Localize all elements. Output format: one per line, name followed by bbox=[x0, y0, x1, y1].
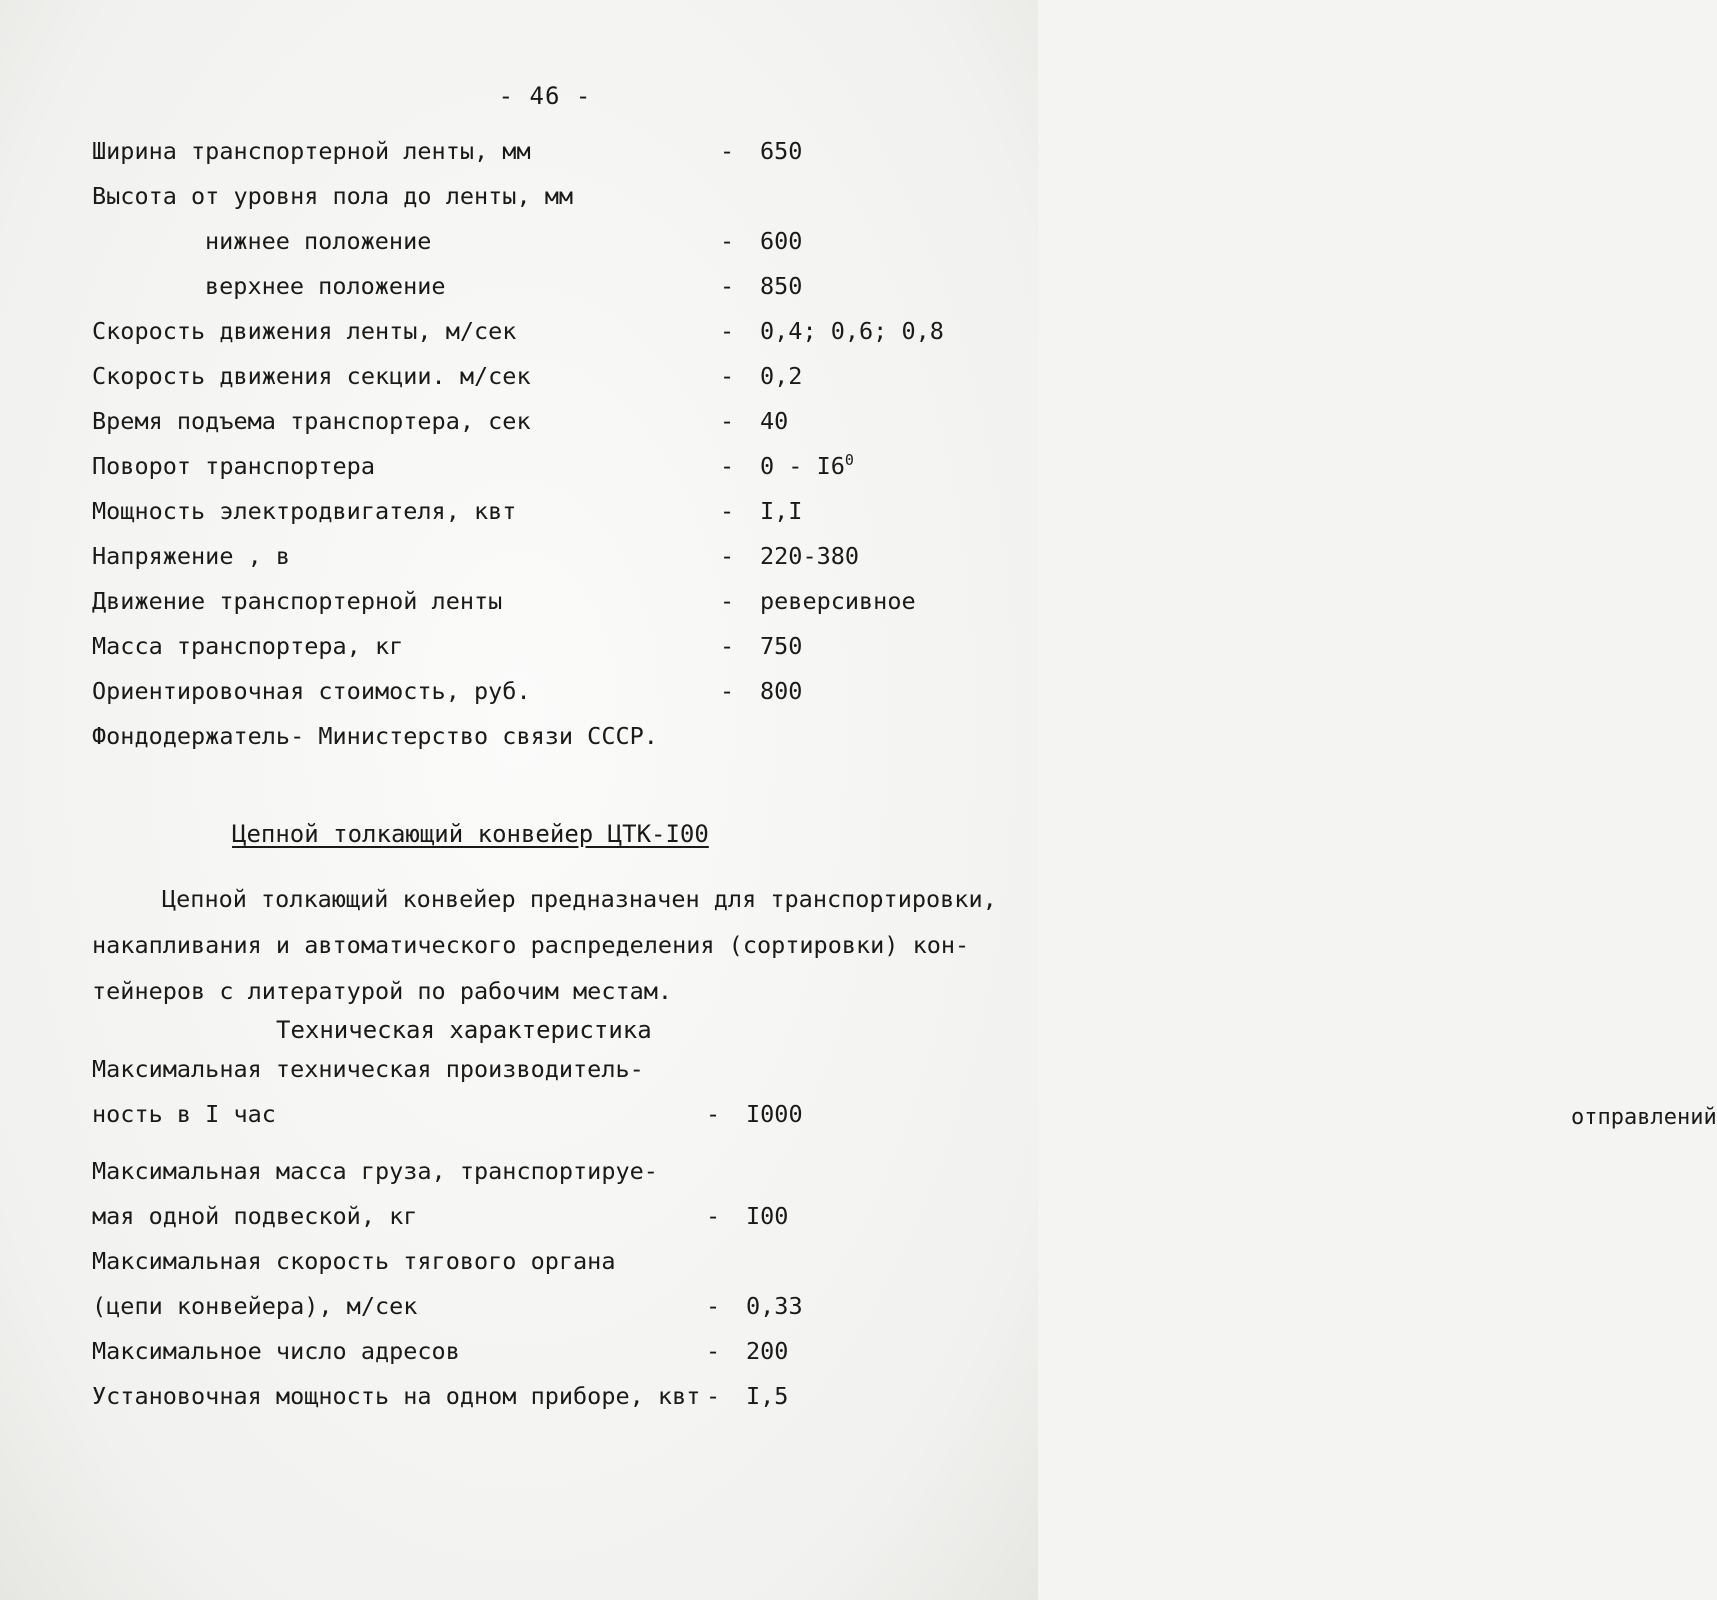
spec-dash: - bbox=[720, 542, 735, 570]
spec-dash: - bbox=[706, 1382, 721, 1410]
spec-label: Максимальная техническая производитель- bbox=[92, 1055, 644, 1083]
spec-dash: - bbox=[720, 632, 735, 660]
spec-dash: - bbox=[720, 452, 735, 480]
spec-dash: - bbox=[720, 137, 735, 165]
spec-dash: - bbox=[720, 407, 735, 435]
description-paragraph bbox=[92, 876, 1002, 1014]
spec-value: 600 bbox=[760, 227, 803, 255]
paragraph-line: тейнеров с литературой по рабочим местам. bbox=[92, 977, 673, 1005]
spec-label: Движение транспортерной ленты bbox=[92, 587, 503, 615]
spec-value: реверсивное bbox=[760, 587, 916, 615]
spec-label: нижнее положение bbox=[205, 227, 432, 255]
spec-value: I,I bbox=[760, 497, 803, 525]
spec-label: Мощность электродвигателя, квт bbox=[92, 497, 517, 525]
spec-label: Ширина транспортерной ленты, мм bbox=[92, 137, 531, 165]
spec-label: Установочная мощность на одном приборе, квт bbox=[92, 1382, 701, 1410]
spec-label: мая одной подвеской, кг bbox=[92, 1202, 418, 1230]
degree-superscript: 0 bbox=[844, 451, 854, 470]
spec-dash: - bbox=[706, 1202, 721, 1230]
spec-value: 0,33 bbox=[746, 1292, 803, 1320]
spec-label: Время подъема транспортера, сек bbox=[92, 407, 531, 435]
page-number: - 46 - bbox=[498, 82, 592, 110]
spec-dash: - bbox=[720, 677, 735, 705]
spec-value: 0,2 bbox=[760, 362, 803, 390]
spec-value-text: 0 - I6 bbox=[760, 452, 845, 480]
spec-dash: - bbox=[720, 227, 735, 255]
spec-label: Максимальное число адресов bbox=[92, 1337, 460, 1365]
spec-dash: - bbox=[720, 587, 735, 615]
spec-label: Ориентировочная стоимость, руб. bbox=[92, 677, 531, 705]
spec-value: I00 bbox=[746, 1202, 789, 1230]
spec-label: Поворот транспортера bbox=[92, 452, 375, 480]
spec-value bbox=[746, 1099, 1717, 1130]
spec-label: ность в I час bbox=[92, 1100, 276, 1128]
spec-value: 220-380 bbox=[760, 542, 860, 570]
spec-dash: - bbox=[720, 272, 735, 300]
spec-value bbox=[760, 451, 854, 481]
spec-dash: - bbox=[706, 1100, 721, 1128]
spec-label: Скорость движения ленты, м/сек bbox=[92, 317, 517, 345]
spec-label: (цепи конвейера), м/сек bbox=[92, 1292, 418, 1320]
paragraph-line: накапливания и автоматического распределения (сортировки) кон- bbox=[92, 931, 970, 959]
spec-label: верхнее положение bbox=[205, 272, 446, 300]
section-title: Цепной толкающий конвейер ЦТК-I00 bbox=[232, 820, 709, 848]
spec-value-text: I000 bbox=[746, 1100, 803, 1128]
spec-value: 750 bbox=[760, 632, 803, 660]
spec-dash: - bbox=[720, 497, 735, 525]
spec-label: Скорость движения секции. м/сек bbox=[92, 362, 531, 390]
spec-label: Максимальная масса груза, транспортируе- bbox=[92, 1157, 658, 1185]
spec-value: 800 bbox=[760, 677, 803, 705]
spec-label: Напряжение , в bbox=[92, 542, 291, 570]
spec-value: 650 bbox=[760, 137, 803, 165]
spec-dash: - bbox=[706, 1337, 721, 1365]
spec-label: Максимальная скорость тягового органа bbox=[92, 1247, 616, 1275]
spec-value: I,5 bbox=[746, 1382, 789, 1410]
spec-label: Масса транспортера, кг bbox=[92, 632, 404, 660]
spec-label: Высота от уровня пола до ленты, мм bbox=[92, 182, 574, 210]
spec-dash: - bbox=[720, 362, 735, 390]
subtitle: Техническая характеристика bbox=[276, 1016, 652, 1044]
spec-value: 200 bbox=[746, 1337, 789, 1365]
spec-dash: - bbox=[706, 1292, 721, 1320]
spec-value: 850 bbox=[760, 272, 803, 300]
spec-value: 0,4; 0,6; 0,8 bbox=[760, 317, 944, 345]
spec-value: 40 bbox=[760, 407, 789, 435]
unit-note: отправлений bbox=[1571, 1105, 1717, 1130]
spec-dash: - bbox=[720, 317, 735, 345]
spec-label: Фондодержатель- Министерство связи СССР. bbox=[92, 722, 658, 750]
paragraph-line: Цепной толкающий конвейер предназначен для транспортировки, bbox=[162, 885, 997, 913]
